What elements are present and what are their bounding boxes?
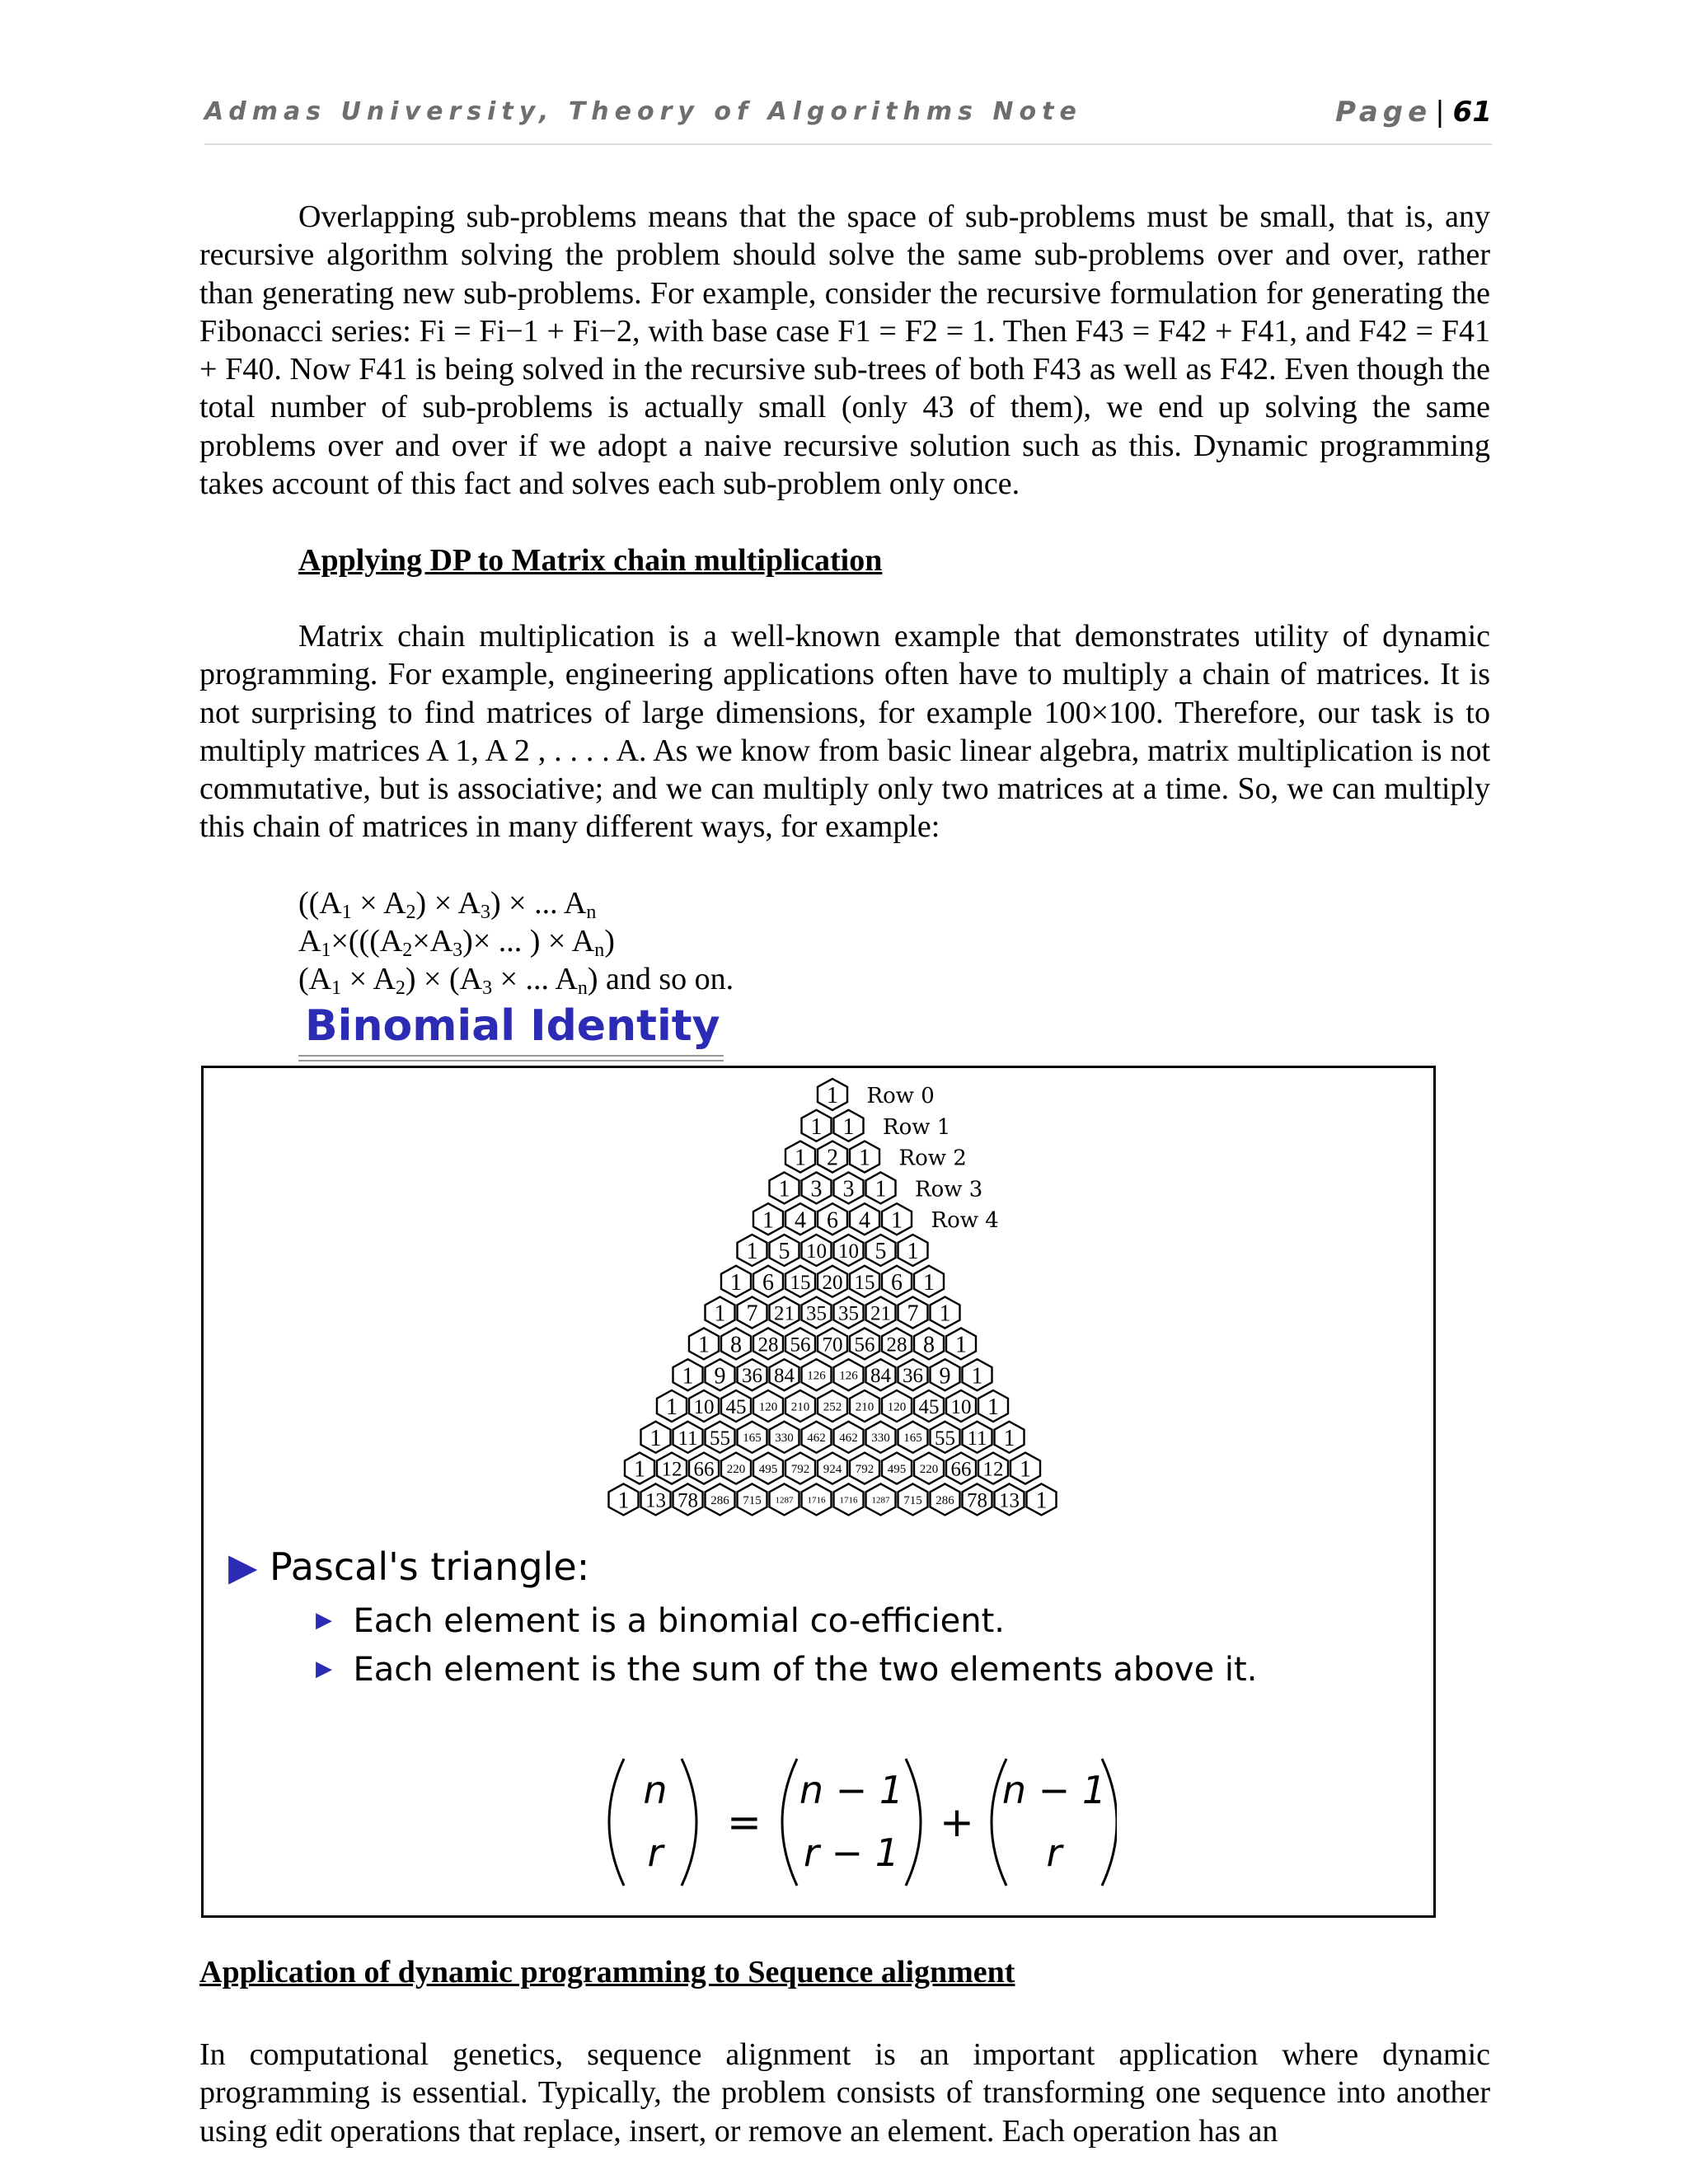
pascal-value: 66: [693, 1458, 715, 1481]
pascal-value: 55: [935, 1427, 955, 1450]
pascal-value: 78: [967, 1489, 987, 1512]
pascal-value: 12: [982, 1458, 1004, 1481]
pascal-value: 286: [935, 1493, 954, 1507]
plus-sign: +: [940, 1798, 974, 1846]
term1-top: n − 1: [799, 1768, 904, 1812]
paragraph-matrix-chain: [199, 617, 1490, 846]
term2-bottom: r: [1046, 1830, 1062, 1875]
pascal-value: 165: [903, 1432, 922, 1446]
pascal-value: 3: [810, 1176, 823, 1202]
pascal-value: 1: [874, 1176, 887, 1202]
equation-3: $(A_1 \times A_2) \times (A_3$ × ... $A_n$) and so on.: [298, 962, 734, 999]
bullet-sum: [316, 1651, 1257, 1689]
pascal-value: 20: [822, 1271, 843, 1294]
pascal-value: 11: [967, 1427, 987, 1450]
pascal-value: 1: [810, 1113, 823, 1140]
pascal-value: 330: [871, 1432, 890, 1446]
term1-bottom: r − 1: [804, 1830, 899, 1875]
pascal-value: 15: [790, 1271, 811, 1294]
pascal-value: 126: [839, 1369, 858, 1383]
pascal-value: 792: [855, 1463, 874, 1476]
pascal-value: 1: [795, 1145, 806, 1171]
pascal-value: 286: [710, 1493, 729, 1507]
pascal-value: 1: [778, 1176, 790, 1202]
pascal-value: 3: [842, 1176, 855, 1202]
paragraph-overlapping: [199, 198, 1490, 503]
pascal-value: 1: [987, 1394, 999, 1421]
pascal-value: 1287: [775, 1495, 794, 1506]
pascal-value: 56: [790, 1333, 811, 1357]
page-label: Page: [1335, 96, 1432, 129]
paren-left: [782, 1759, 797, 1886]
pascal-value: 13: [645, 1489, 666, 1512]
pascal-value: 10: [838, 1240, 859, 1263]
pascal-value: 1: [649, 1425, 662, 1451]
pascal-value: 11: [678, 1427, 698, 1450]
pascal-value: 56: [854, 1333, 875, 1357]
pascal-figure: [201, 1066, 1436, 1918]
pascal-value: 9: [939, 1363, 951, 1390]
pascal-value: 1: [971, 1363, 983, 1390]
pascal-value: 5: [874, 1239, 887, 1265]
title-underline: [298, 1055, 724, 1057]
bullet-pascal: [228, 1544, 589, 1589]
row-label: Row 2: [898, 1146, 967, 1171]
pascal-value: 7: [907, 1301, 919, 1327]
pascal-value: 1: [907, 1239, 919, 1265]
pascal-value: 220: [919, 1463, 939, 1476]
heading-matrix-chain: Applying DP to Matrix chain multiplication: [298, 543, 883, 578]
pascal-value: 10: [693, 1396, 715, 1418]
header-page: [1335, 96, 1492, 129]
pascal-value: 330: [775, 1432, 794, 1446]
pascal-value: 6: [827, 1207, 838, 1234]
pascal-value: 165: [743, 1432, 762, 1446]
pascal-value: 715: [903, 1493, 922, 1507]
pascal-value: 45: [725, 1396, 747, 1418]
pascal-value: 1716: [839, 1495, 858, 1506]
pascal-value: 1: [762, 1207, 774, 1234]
title-underline: [298, 1060, 724, 1062]
paragraph-sequence-alignment: In computational genetics, sequence alignment is an important application where dynamic programming is essential. Typically, the problem consists of transforming one sequence into another using edit operations that replace, insert, or remove an element. Each operation has an: [199, 2037, 1490, 2149]
pascal-value: 1: [1035, 1488, 1048, 1514]
pascal-value: 12: [661, 1458, 682, 1481]
equals-sign: =: [727, 1798, 762, 1846]
pascal-value: 35: [838, 1302, 859, 1325]
figure-title: Binomial Identity: [305, 1001, 720, 1051]
pascal-value: 36: [742, 1365, 762, 1388]
pascal-value: 8: [730, 1332, 742, 1358]
pascal-value: 66: [950, 1458, 972, 1481]
pascal-value: 70: [822, 1333, 843, 1357]
pascal-value: 1: [617, 1488, 630, 1514]
pascal-value: 10: [950, 1396, 972, 1418]
lhs-top: n: [643, 1768, 668, 1812]
pascal-value: 126: [807, 1369, 826, 1383]
pascal-value: 1: [1020, 1456, 1031, 1483]
header-separator: |: [1435, 96, 1450, 129]
bullet-triangle-icon: ▶: [316, 1657, 332, 1681]
pascal-value: 1: [634, 1456, 645, 1483]
pascal-value: 36: [903, 1365, 923, 1388]
equation-1: $((A_1 \times A_2) \times A_3)$ × ... $A_n$: [298, 886, 597, 923]
bullet-triangle-icon: ▶: [228, 1544, 258, 1589]
equation-2: $A_1\times(((A_2\times A_3)\times$ ... ) × $A_n$): [298, 924, 615, 961]
term2-top: n − 1: [1001, 1768, 1107, 1812]
lhs-bottom: r: [647, 1830, 663, 1875]
pascal-value: 210: [790, 1400, 810, 1414]
row-label: Row 3: [915, 1177, 983, 1202]
pascal-value: 1: [1003, 1425, 1015, 1451]
pascal-value: 1716: [807, 1495, 826, 1506]
pascal-value: 84: [774, 1365, 795, 1388]
header-title: Admas University, Theory of Algorithms Note: [204, 97, 1082, 126]
pascal-value: 1: [698, 1332, 710, 1358]
pascal-value: 21: [774, 1302, 795, 1325]
bullet-coefficient: [316, 1602, 1005, 1640]
pascal-value: 28: [757, 1333, 779, 1357]
row-label: Row 4: [931, 1208, 999, 1234]
pascal-value: 35: [806, 1302, 827, 1325]
pascal-value: 4: [859, 1207, 870, 1234]
paren-right: [906, 1759, 921, 1886]
pascal-value: 8: [923, 1332, 935, 1358]
pascal-value: 28: [886, 1333, 907, 1357]
pascal-value: 10: [806, 1240, 827, 1263]
pascal-value: 120: [887, 1400, 907, 1414]
pascal-value: 495: [887, 1463, 907, 1476]
heading-sequence-alignment: Application of dynamic programming to Sequence alignment: [199, 1955, 1015, 1990]
row-label: Row 1: [883, 1114, 951, 1140]
pascal-value: 715: [743, 1493, 762, 1507]
row-label: Row 0: [866, 1084, 935, 1108]
pascal-value: 1: [859, 1145, 870, 1171]
pascal-value: 1287: [871, 1495, 890, 1506]
bullet-pascal-text: Pascal's triangle:: [270, 1544, 590, 1589]
pascal-value: 7: [746, 1301, 758, 1327]
bullet-sum-text: Each element is the sum of the two elements above it.: [353, 1651, 1258, 1689]
pascal-value: 2: [827, 1145, 838, 1171]
pascal-value: 1: [891, 1207, 903, 1234]
pascal-value: 252: [823, 1400, 842, 1414]
pascal-value: 1: [682, 1363, 694, 1390]
page-header: [204, 97, 1492, 145]
paren-right: [682, 1759, 696, 1886]
pascal-value: 1: [939, 1301, 951, 1327]
pascal-value: 5: [778, 1239, 790, 1265]
pascal-value: 220: [726, 1463, 746, 1476]
pascal-value: 120: [758, 1400, 778, 1414]
pascal-value: 495: [758, 1463, 778, 1476]
pascal-value: 1: [746, 1239, 758, 1265]
pascal-value: 78: [678, 1489, 698, 1512]
pascal-value: 1: [730, 1269, 742, 1296]
pascal-value: 6: [762, 1269, 774, 1296]
pascal-value: 1: [827, 1083, 838, 1109]
pascal-value: 9: [714, 1363, 726, 1390]
paragraph-overlapping-text: Overlapping sub-problems means that the space of sub-problems must be small, that is, any recursive algorithm solving the problem should solve the same sub-problems over and over, rather than generating new sub-problems. For example, consider the recursive formulation for generating the Fibonacci series: Fi = Fi−1 + Fi−2, with base case F1 = F2 = 1. Then F43 = F42 + F41, and F42 = F41 + F40. Now F41 is being solved in the recursive sub-trees of both F43 as well as F42. Even though the total number of sub-problems is actually small (only 43 of them), we end up solving the same problems over and over if we adopt a naive recursive solution such as this. Dynamic programming takes account of this fact and solves each sub-problem only once.: [199, 199, 1490, 502]
page-number: 61: [1452, 96, 1492, 129]
pascal-value: 45: [918, 1396, 940, 1418]
pascal-value: 84: [870, 1365, 891, 1388]
pascal-value: 4: [795, 1207, 806, 1234]
pascal-value: 13: [999, 1489, 1020, 1512]
pascal-value: 462: [839, 1432, 858, 1446]
pascal-value: 1: [842, 1113, 855, 1140]
binomial-formula: [589, 1752, 1117, 1892]
paragraph-matrix-chain-text: Matrix chain multiplication is a well-known example that demonstrates utility of dynamic programming. For example, engineering applications often have to multiply a chain of matrices. It is not surprising to find matrices of large dimensions, for example 100×100. Therefore, our task is to multiply matrices A 1, A 2 , . . . . A. As we know from basic linear algebra, matrix multiplication is not commutative, but is associative; and we can multiply only two matrices at a time. So, we can multiply this chain of matrices in many different ways, for example:: [199, 619, 1490, 845]
pascal-value: 6: [891, 1269, 903, 1296]
pascal-value: 55: [710, 1427, 730, 1450]
bullet-coefficient-text: Each element is a binomial co-efficient.: [353, 1602, 1005, 1640]
pascal-value: 15: [854, 1271, 875, 1294]
pascal-value: 792: [790, 1463, 810, 1476]
bullet-triangle-icon: ▶: [316, 1608, 332, 1633]
pascal-value: 924: [823, 1463, 842, 1476]
pascal-value: 462: [807, 1432, 826, 1446]
pascal-value: 1: [666, 1394, 678, 1421]
pascal-value: 1: [923, 1269, 935, 1296]
pascal-value: 1: [714, 1301, 726, 1327]
paren-left: [609, 1759, 624, 1886]
pascal-value: 1: [955, 1332, 967, 1358]
pascal-value: 210: [855, 1400, 874, 1414]
pascal-value: 21: [870, 1302, 891, 1325]
